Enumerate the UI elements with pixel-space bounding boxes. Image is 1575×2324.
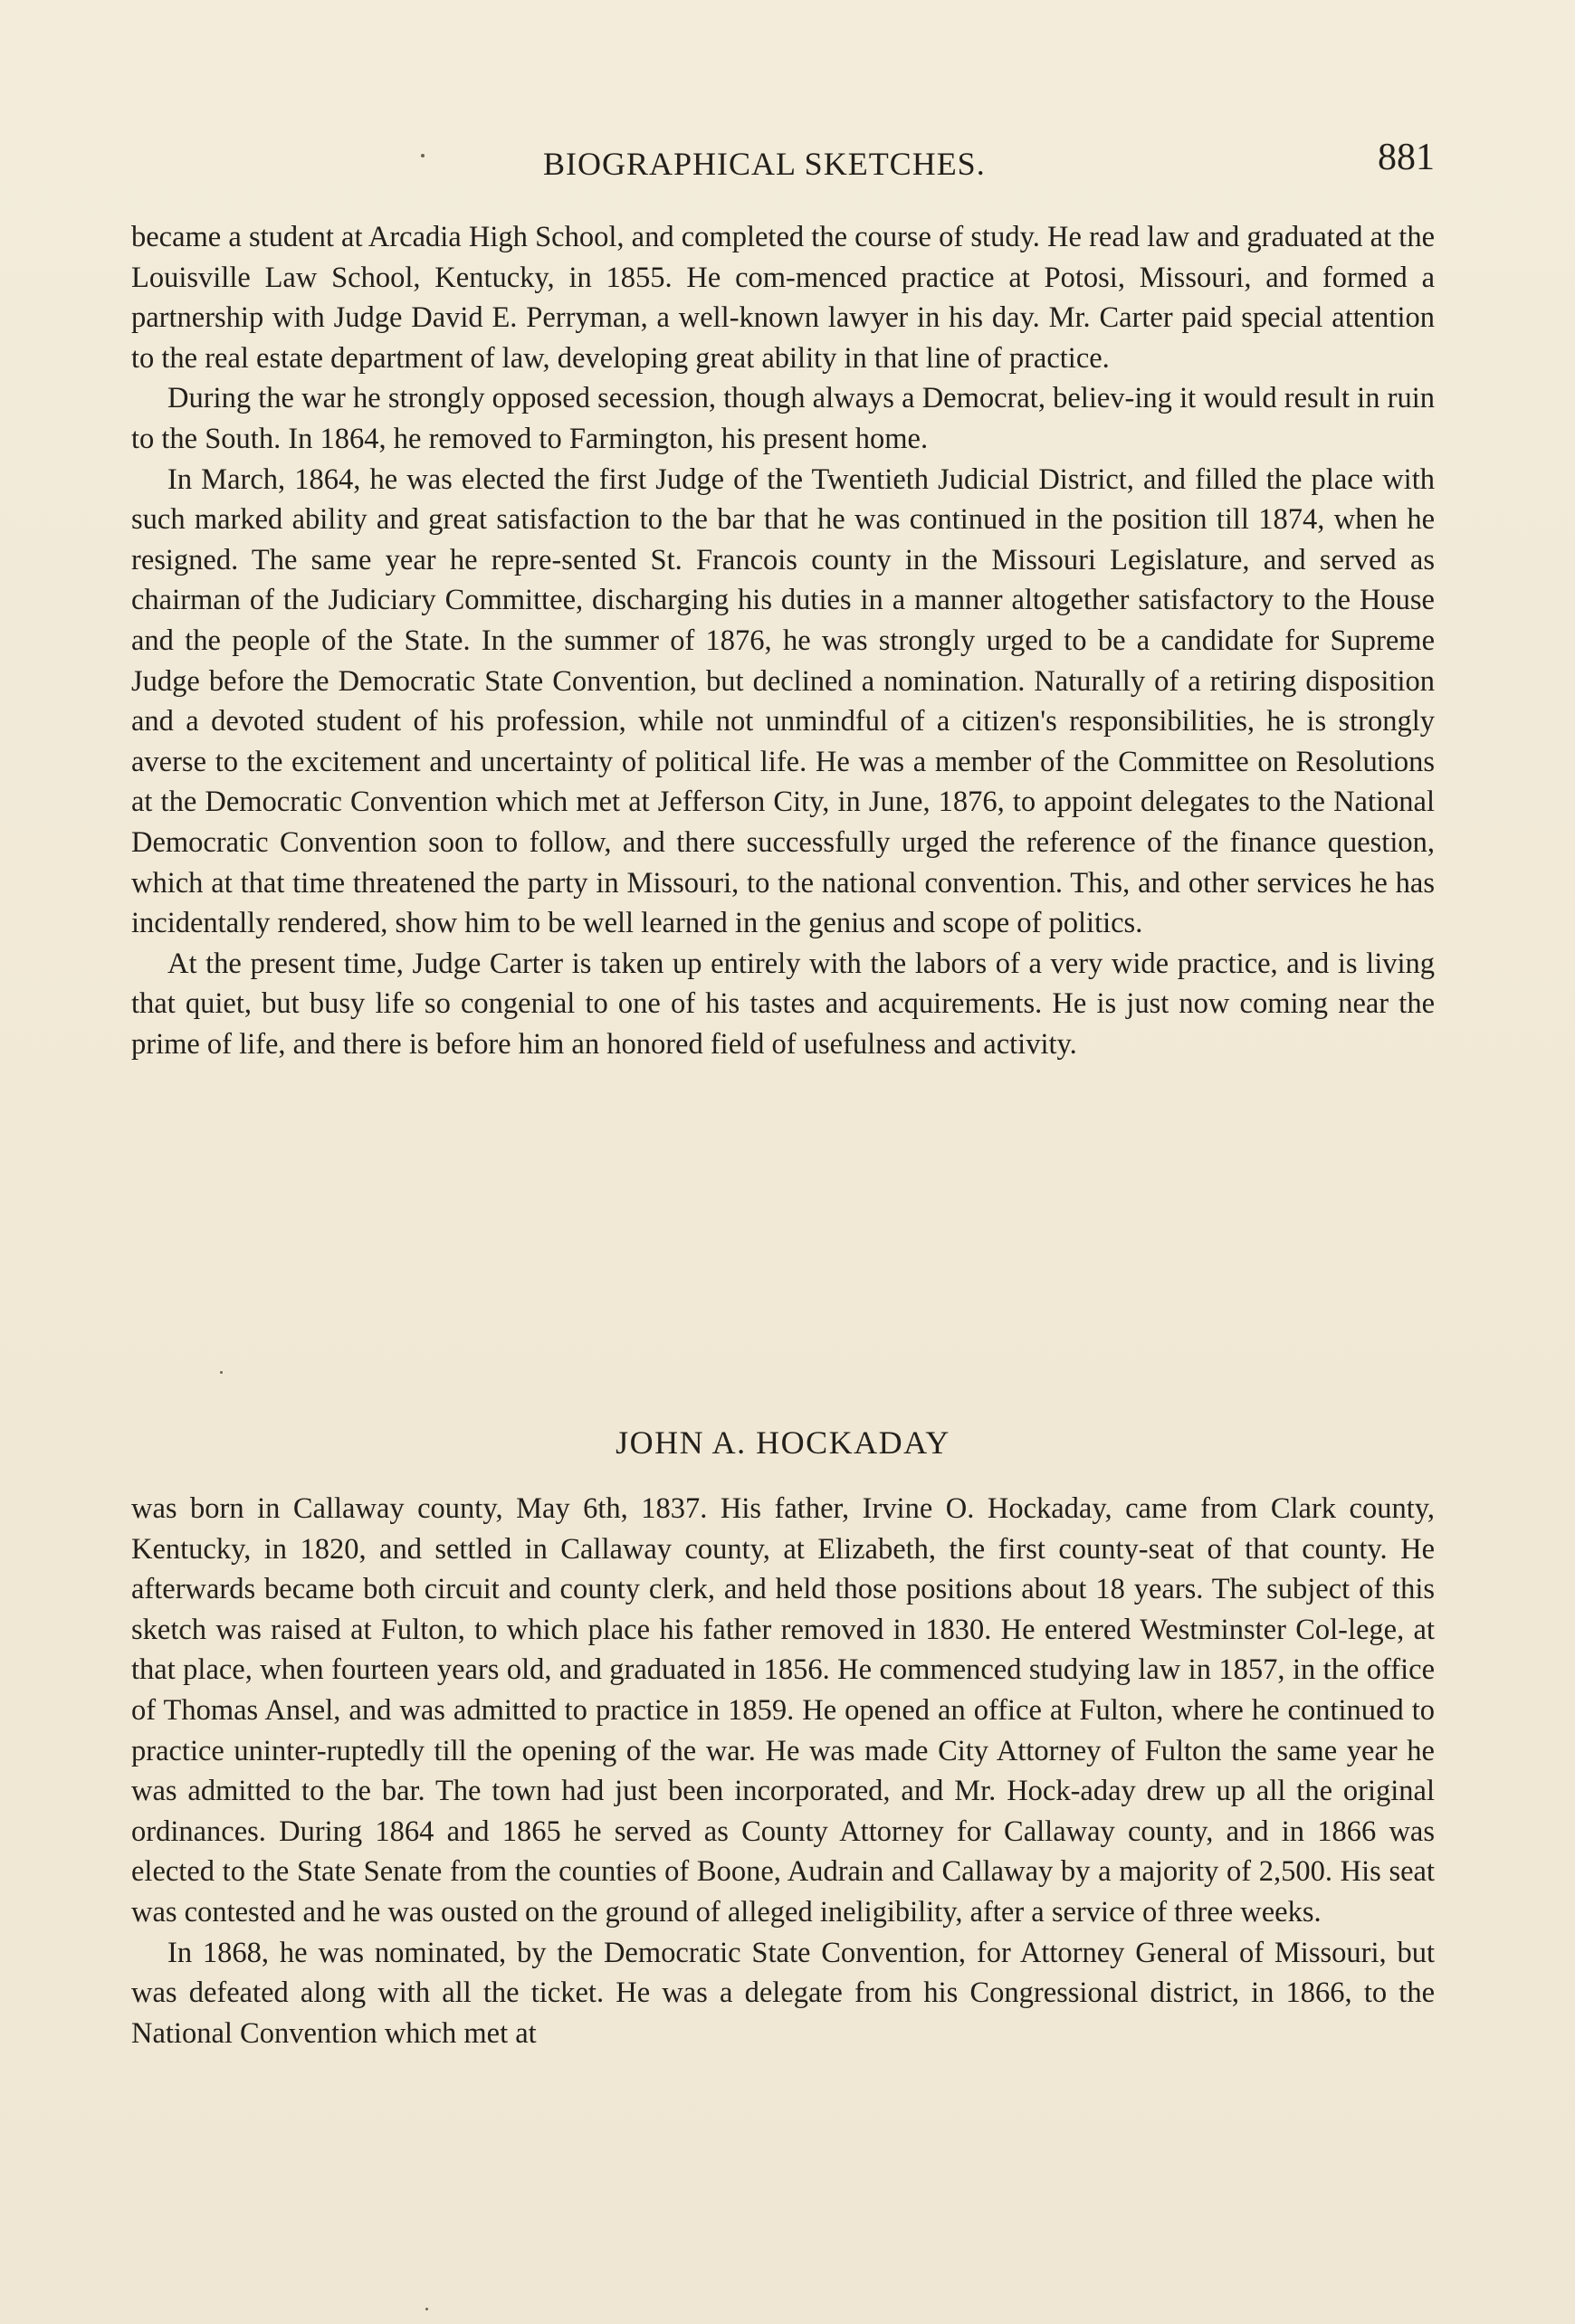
paragraph: became a student at Arcadia High School, and completed the course of study. He read law and graduated at the Louisville Law School, Kentucky, in 1855. He com-menced practice at Potosi, Missouri, and formed a partnership with Judge David E. Perryman, a well-known lawyer in his day. Mr. Carter paid special attention to the real estate department of law, developing great ability in that line of practice. <box>131 221 1435 375</box>
hockaday-sketch <box>131 1489 1435 2053</box>
paragraph: In 1868, he was nominated, by the Democratic State Convention, for Attorney General of Missouri, but was defeated along with all the ticket. He was a delegate from his Congressional district, in 1866, to the National Convention which met at <box>131 1936 1435 2050</box>
section-heading: JOHN A. HOCKADAY <box>616 1424 950 1461</box>
paragraph: In March, 1864, he was elected the first Judge of the Twentieth Judicial District, and filled the place with such marked ability and great satisfaction to the bar that he was continued in the position till 1874, when he resigned. The same year he repre-sented St. Francois county in the Missouri Legislature, and served as chairman of the Judiciary Committee, discharging his duties in a manner altogether satisfactory to the House and the people of the State. In the summer of 1876, he was strongly urged to be a candidate for Supreme Judge before the Democratic State Convention, but declined a nomination. Naturally of a retiring disposition and a devoted student of his profession, while not unmindful of a citizen's responsibilities, he is strongly averse to the excitement and uncertainty of political life. He was a member of the Committee on Resolutions at the Democratic Convention which met at Jefferson City, in June, 1876, to appoint delegates to the National Democratic Convention soon to follow, and there successfully urged the reference of the finance question, which at that time threatened the party in Missouri, to the national convention. This, and other services he has incidentally rendered, show him to be well learned in the genius and scope of politics. <box>131 462 1435 940</box>
paragraph: was born in Callaway county, May 6th, 1837. His father, Irvine O. Hockaday, came from Clark county, Kentucky, in 1820, and settled in Callaway county, at Elizabeth, the first county-seat of that county. He afterwards became both circuit and county clerk, and held those positions about 18 years. The subject of this sketch was raised at Fulton, to which place his father removed in 1830. He entered Westminster Col-lege, at that place, when fourteen years old, and graduated in 1856. He commenced studying law in 1857, in the office of Thomas Ansel, and was admitted to practice in 1859. He opened an office at Fulton, where he continued to practice uninter-ruptedly till the opening of the war. He was made City Attorney of Fulton the same year he was admitted to the bar. The town had just been incorporated, and Mr. Hock-aday drew up all the original ordinances. During 1864 and 1865 he served as County Attorney for Callaway county, and in 1866 was elected to the State Senate from the counties of Boone, Audrain and Callaway by a majority of 2,500. His seat was contested and he was ousted on the ground of alleged ineligibility, after a service of three weeks. <box>131 1492 1435 1929</box>
carter-sketch-continued <box>131 217 1435 1064</box>
page-number: 881 <box>1378 137 1435 178</box>
print-speck <box>425 2308 428 2310</box>
print-speck <box>421 154 425 157</box>
paragraph: During the war he strongly opposed secession, though always a Democrat, believ-ing it would result in ruin to the South. In 1864, he removed to Farmington, his present home. <box>131 382 1435 455</box>
running-title: BIOGRAPHICAL SKETCHES. <box>543 146 986 182</box>
running-header <box>131 136 1435 190</box>
paragraph: At the present time, Judge Carter is taken up entirely with the labors of a very wide practice, and is living that quiet, but busy life so congenial to one of his tastes and acquirements. He is just now coming near the prime of life, and there is before him an honored field of usefulness and activity. <box>131 947 1435 1061</box>
print-speck <box>220 1371 223 1374</box>
